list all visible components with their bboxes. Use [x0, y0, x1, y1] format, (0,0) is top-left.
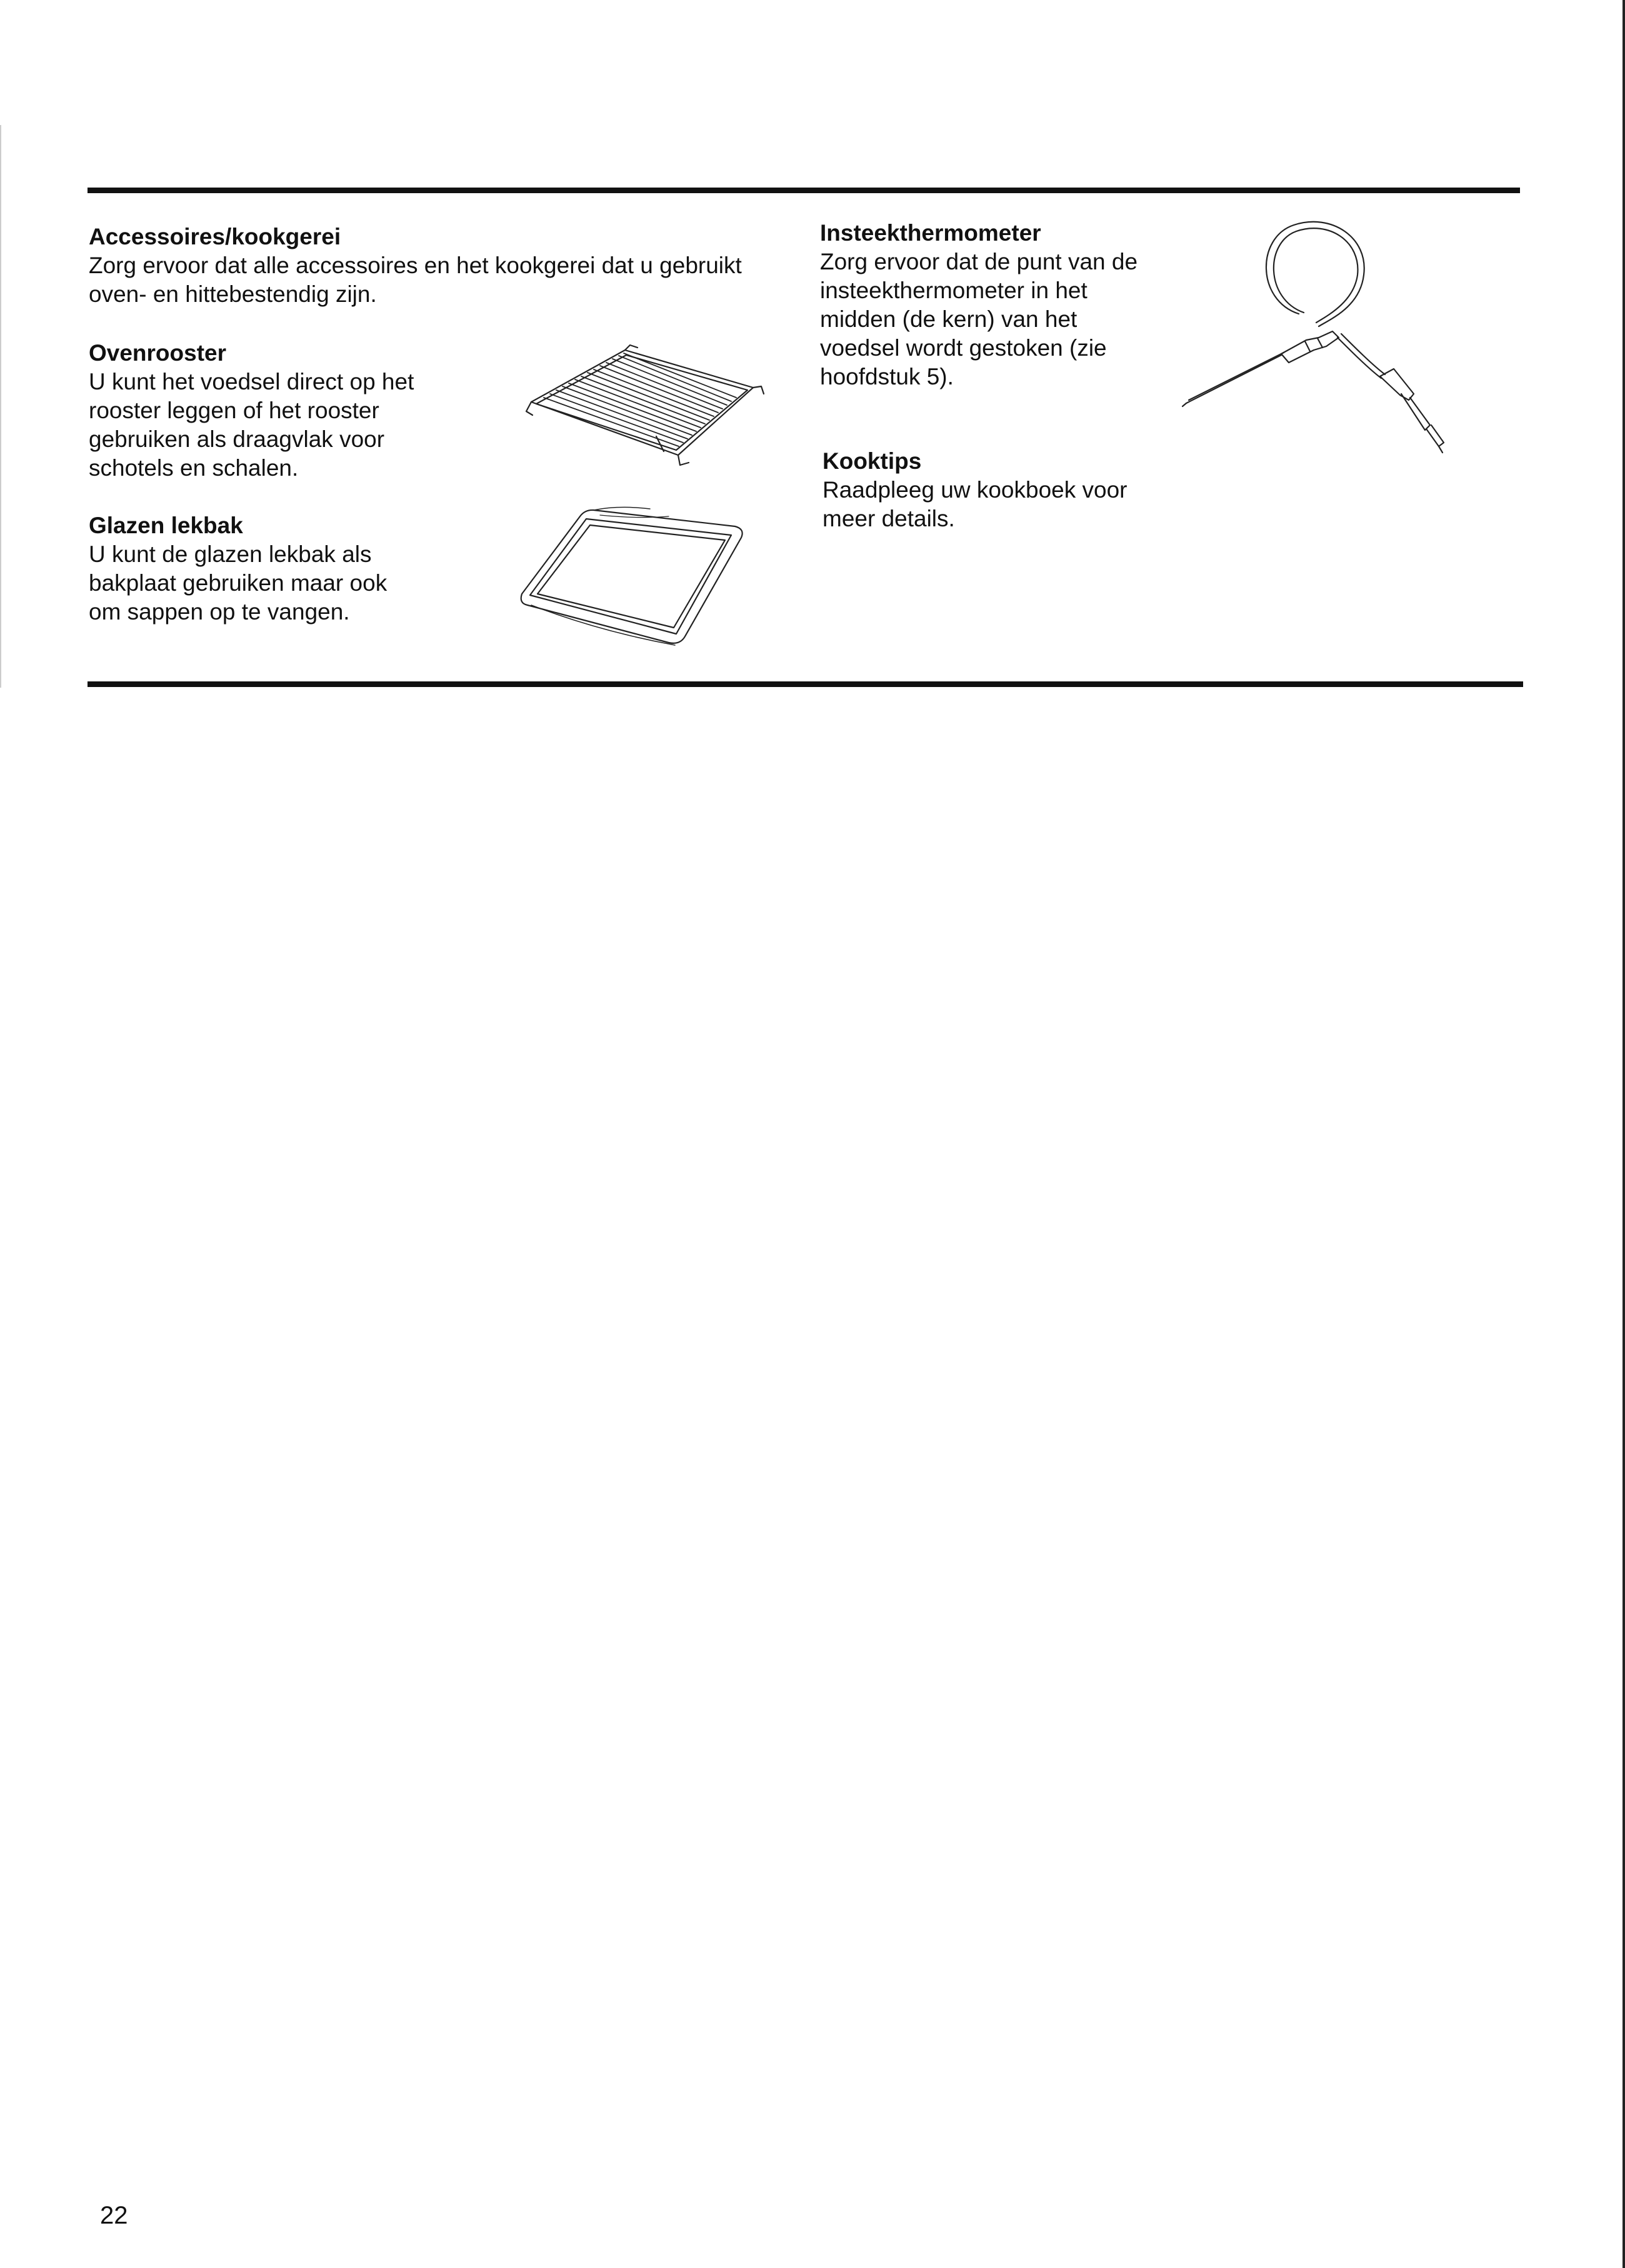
scan-edge-right	[1622, 0, 1625, 2268]
body-line: Zorg ervoor dat de punt van de	[820, 249, 1138, 274]
oven-rack-icon	[519, 343, 769, 480]
body-line: om sappen op te vangen.	[89, 599, 350, 625]
body-line: Zorg ervoor dat alle accessoires en het kookgerei dat u gebruikt	[89, 253, 742, 278]
body-line: oven- en hittebestendig zijn.	[89, 281, 377, 307]
body-line: U kunt het voedsel direct op het	[89, 369, 414, 394]
section-glass-pan	[89, 511, 464, 626]
meat-probe-thermometer-icon	[1181, 213, 1525, 475]
glass-drip-pan-icon	[512, 500, 750, 650]
body-line: meer details.	[822, 506, 955, 531]
scan-edge-left	[0, 125, 1, 688]
body-line: schotels en schalen.	[89, 455, 299, 481]
body-line: insteekthermometer in het	[820, 278, 1088, 303]
body-line: rooster leggen of het rooster	[89, 398, 379, 423]
body-line: Raadpleeg uw kookboek voor	[822, 477, 1128, 503]
section-cooking-tips	[822, 447, 1172, 533]
section-oven-rack	[89, 339, 464, 483]
body-line: gebruiken als draagvlak voor	[89, 426, 385, 452]
body-line: U kunt de glazen lekbak als	[89, 541, 372, 567]
section-accessories	[89, 223, 795, 309]
section-title-oven-rack: Ovenrooster	[89, 340, 227, 366]
body-line: hoofdstuk 5).	[820, 364, 954, 389]
page-number: 22	[100, 2202, 128, 2229]
section-title-cooking-tips: Kooktips	[822, 448, 922, 474]
section-title-thermometer: Insteekthermometer	[820, 220, 1041, 246]
section-thermometer	[820, 219, 1170, 391]
body-line: midden (de kern) van het	[820, 306, 1078, 332]
top-divider	[88, 188, 1520, 193]
body-line: bakplaat gebruiken maar ook	[89, 570, 388, 596]
body-line: voedsel wordt gestoken (zie	[820, 335, 1107, 361]
bottom-divider	[88, 681, 1523, 687]
section-title-glass-pan: Glazen lekbak	[89, 513, 243, 538]
section-title-accessories: Accessoires/kookgerei	[89, 224, 341, 249]
